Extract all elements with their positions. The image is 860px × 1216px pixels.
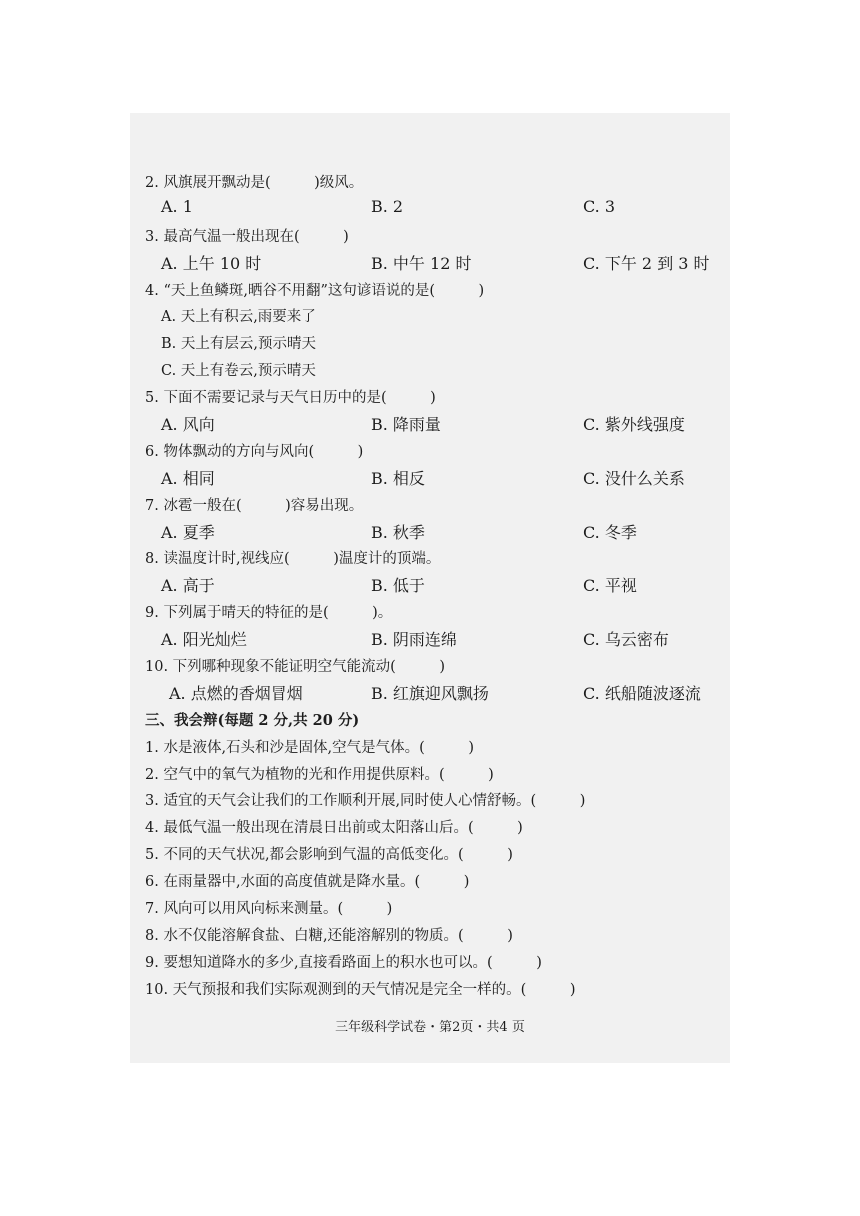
option-a: A. 上午 10 时: [161, 253, 262, 273]
question-4-stem: 4. “天上鱼鳞斑,晒谷不用翻”这句谚语说的是( ): [145, 282, 485, 299]
option-a: A. 天上有积云,雨要来了: [161, 309, 316, 326]
option-a: A. 夏季: [161, 522, 215, 542]
judge-item-1: 1. 水是液体,石头和沙是固体,空气是气体。( ): [145, 739, 474, 756]
question-3-options: [145, 251, 725, 278]
option-c: C. 纸船随波逐流: [583, 683, 701, 703]
option-a: A. 相同: [161, 468, 215, 488]
option-a: A. 点燃的香烟冒烟: [169, 683, 303, 703]
judge-item-4: 4. 最低气温一般出现在清晨日出前或太阳落山后。( ): [145, 820, 523, 837]
option-c: C. 没什么关系: [583, 468, 685, 488]
option-b: B. 低于: [371, 576, 425, 596]
judge-item-3: 3. 适宜的天气会让我们的工作顺利开展,同时使人心情舒畅。( ): [145, 793, 586, 810]
option-a: A. 阳光灿烂: [161, 630, 247, 650]
question-4-option-a: [145, 304, 725, 331]
option-a: A. 1: [161, 196, 193, 216]
judge-item-10: 10. 天气预报和我们实际观测到的天气情况是完全一样的。( ): [145, 981, 576, 998]
question-7-stem: 7. 冰雹一般在( )容易出现。: [145, 497, 364, 514]
question-9-stem: 9. 下列属于晴天的特征的是( )。: [145, 605, 393, 622]
question-2-options: [145, 197, 725, 224]
option-c: C. 3: [583, 196, 616, 216]
question-4-option-c: [145, 358, 725, 385]
judge-item-5: 5. 不同的天气状况,都会影响到气温的高低变化。( ): [145, 847, 513, 864]
option-b: B. 红旗迎风飘扬: [371, 683, 489, 703]
question-6-stem: 6. 物体飘动的方向与风向( ): [145, 443, 364, 460]
question-8-stem: 8. 读温度计时,视线应( )温度计的顶端。: [145, 551, 441, 568]
question-10-options: [145, 681, 725, 708]
option-c: C. 乌云密布: [583, 630, 669, 650]
option-a: A. 风向: [161, 415, 215, 435]
question-5-stem: 5. 下面不需要记录与天气日历中的是( ): [145, 390, 436, 407]
option-a: A. 高于: [161, 576, 215, 596]
option-b: B. 阴雨连绵: [371, 630, 457, 650]
option-b: B. 2: [371, 196, 404, 216]
question-3-stem: 3. 最高气温一般出现在( ): [145, 228, 349, 245]
option-b: B. 中午 12 时: [371, 253, 472, 273]
option-c: C. 紫外线强度: [583, 415, 685, 435]
option-b: B. 降雨量: [371, 415, 441, 435]
judge-item-7: 7. 风向可以用风向标来测量。( ): [145, 901, 393, 918]
option-c: C. 天上有卷云,预示晴天: [161, 363, 316, 380]
question-4-option-b: [145, 331, 725, 358]
judge-item-9: 9. 要想知道降水的多少,直接看路面上的积水也可以。( ): [145, 954, 542, 971]
exam-content: [145, 170, 725, 1004]
section-3-heading: 三、我会辩(每题 2 分,共 20 分): [145, 711, 360, 729]
question-9-options: [145, 627, 725, 654]
page-footer: 三年级科学试卷・第2页・共4 页: [335, 1020, 525, 1035]
option-b: B. 相反: [371, 468, 425, 488]
question-2-stem: 2. 风旗展开飘动是( )级风。: [145, 175, 364, 191]
option-b: B. 秋季: [371, 522, 425, 542]
judge-item-2: 2. 空气中的氧气为植物的光和作用提供原料。( ): [145, 766, 494, 783]
question-8-options: [145, 573, 725, 600]
option-b: B. 天上有层云,预示晴天: [161, 336, 316, 353]
option-c: C. 冬季: [583, 522, 637, 542]
judge-item-6: 6. 在雨量器中,水面的高度值就是降水量。( ): [145, 874, 470, 891]
question-10-stem: 10. 下列哪种现象不能证明空气能流动( ): [145, 659, 445, 676]
judge-item-8: 8. 水不仅能溶解食盐、白糖,还能溶解别的物质。( ): [145, 927, 513, 944]
option-c: C. 平视: [583, 576, 637, 596]
question-6-options: [145, 466, 725, 493]
option-c: C. 下午 2 到 3 时: [583, 253, 710, 273]
question-7-options: [145, 520, 725, 547]
question-5-options: [145, 412, 725, 439]
